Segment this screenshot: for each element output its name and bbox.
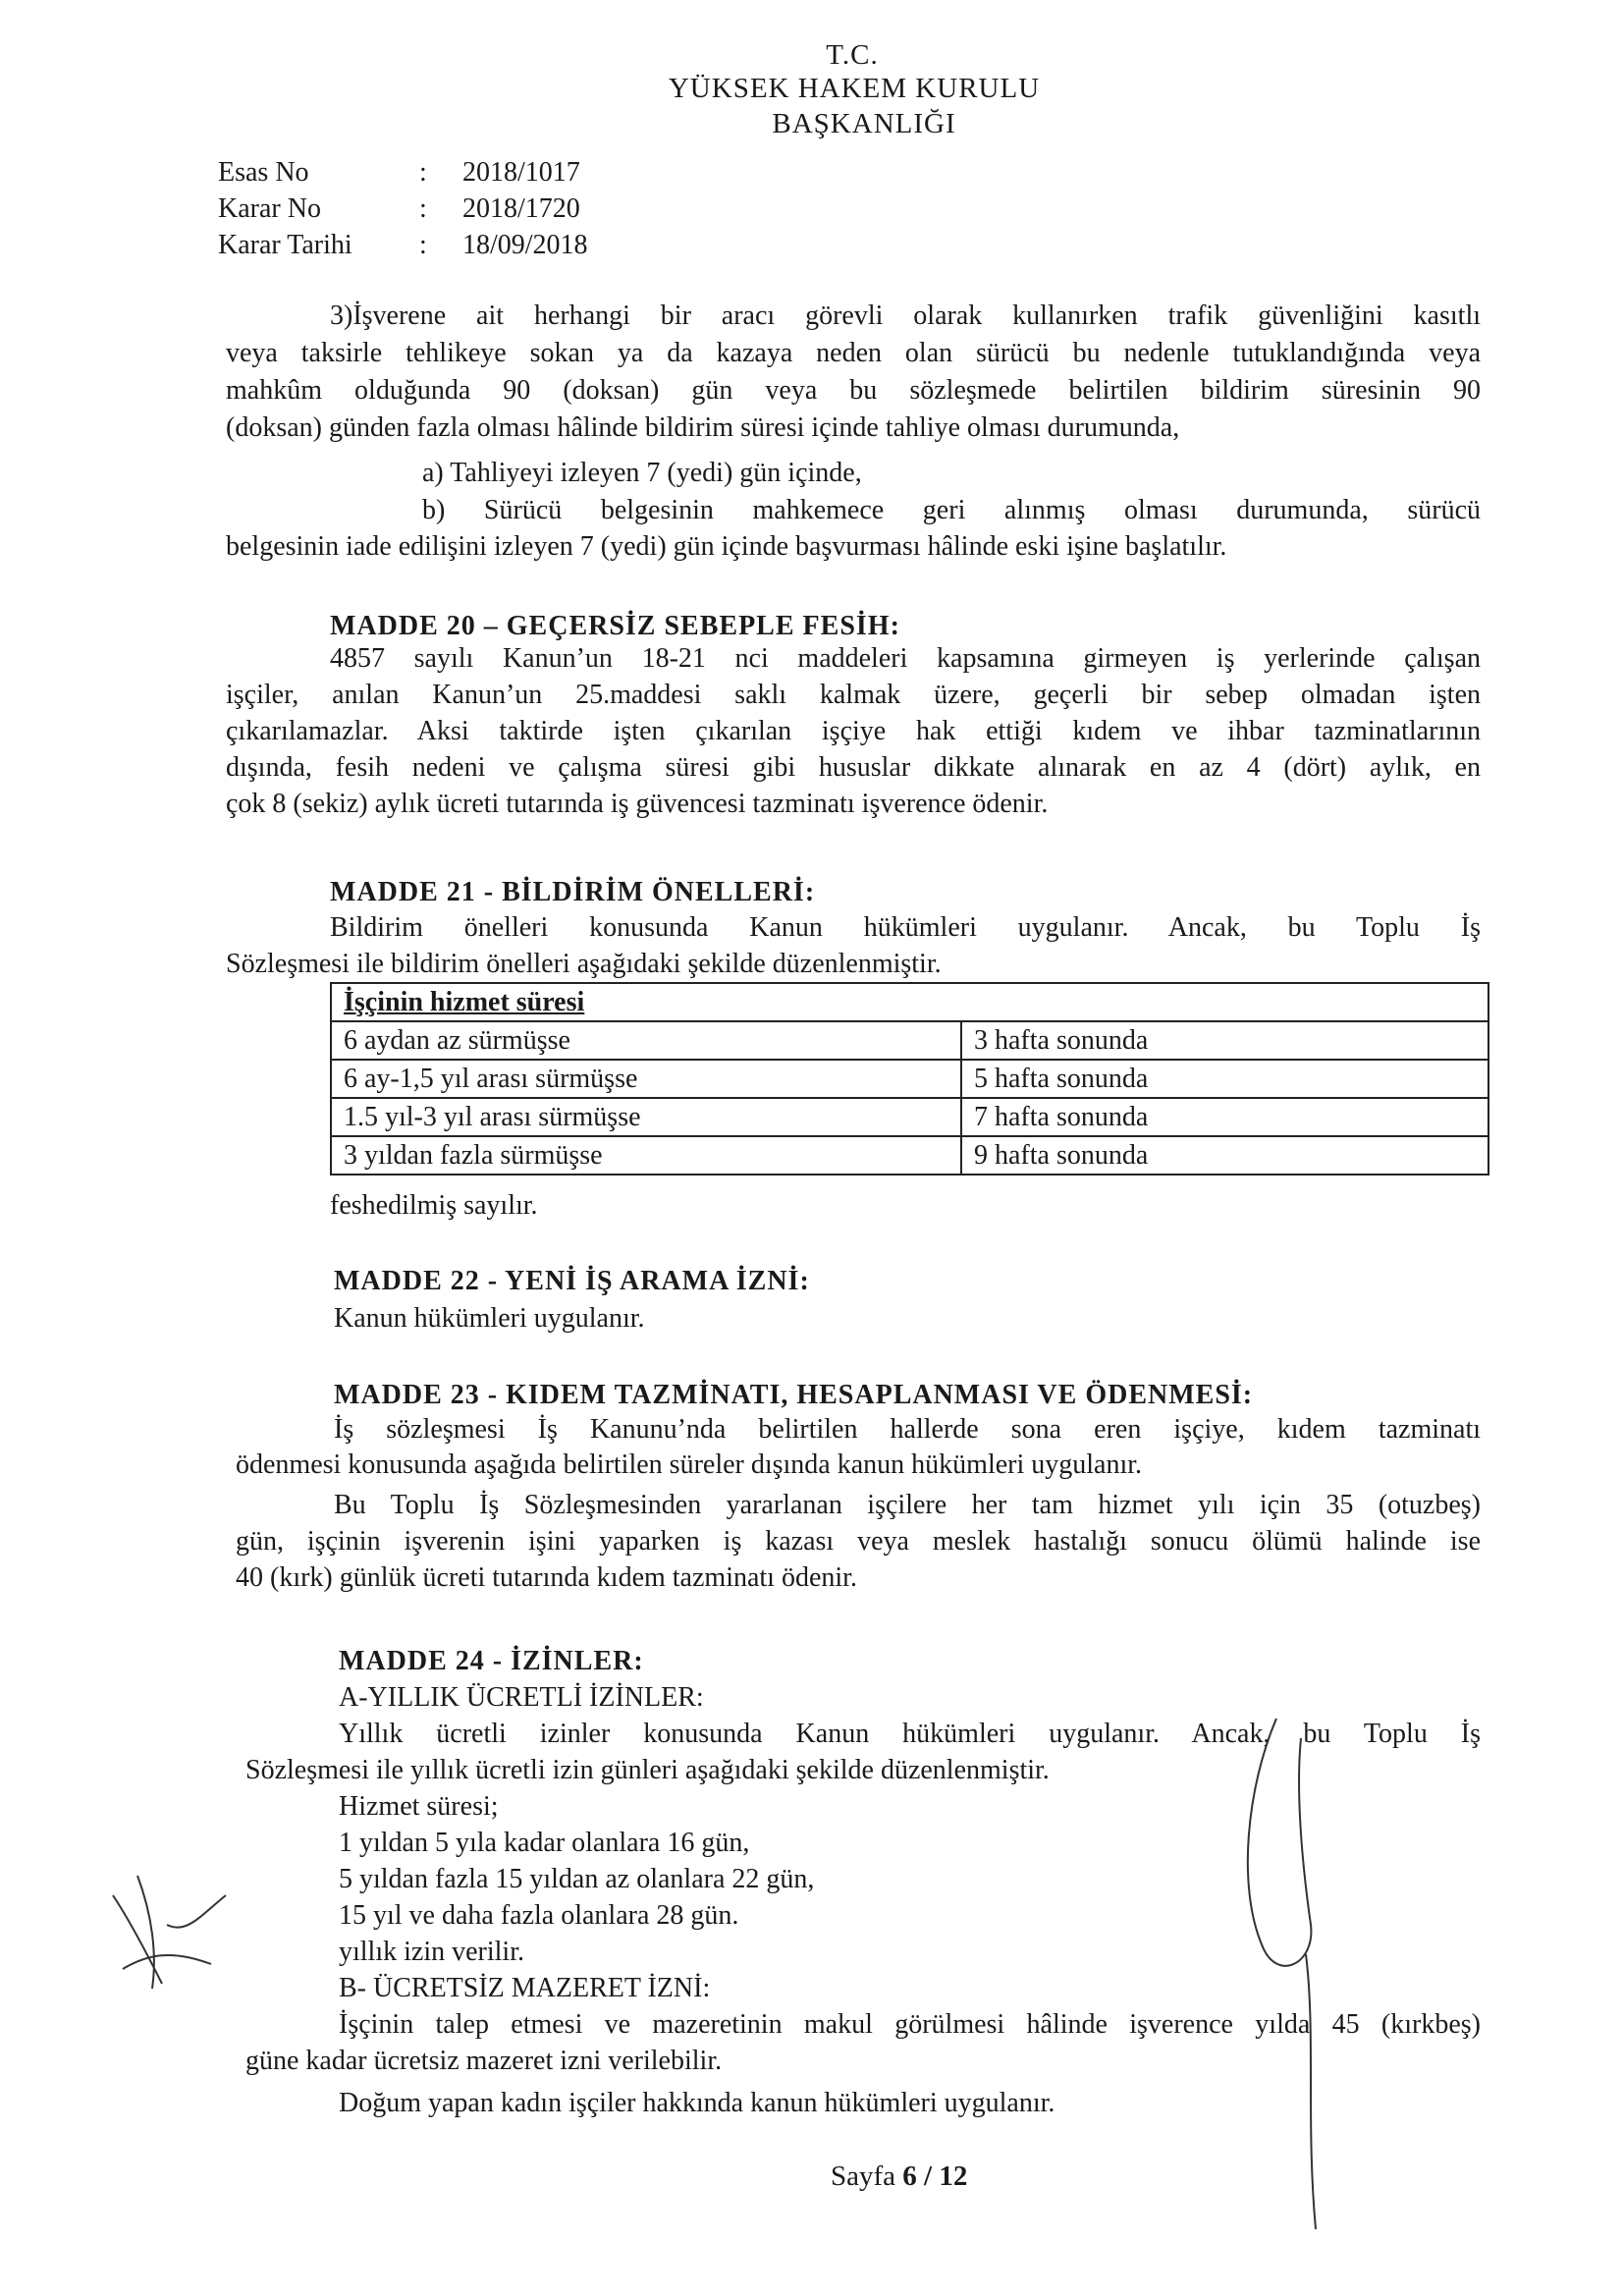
madde-20-line: çok 8 (sekiz) aylık ücreti tutarında iş güvencesi tazminatı işverence ödenir. [226, 789, 1049, 819]
madde-24-line: 15 yıl ve daha fazla olanlara 28 gün. [339, 1900, 739, 1931]
notice-cell: 3 hafta sonunda [961, 1021, 1488, 1060]
meta-value: 2018/1720 [462, 193, 580, 224]
madde-24-line: yıllık izin verilir. [339, 1937, 524, 1967]
madde-23-line: gün, işçinin işverenin işini yaparken iş kazası veya meslek hastalığı sonucu ölümü halinde ise [236, 1526, 1481, 1557]
madde-24-line: Doğum yapan kadın işçiler hakkında kanun hükümleri uygulanır. [339, 2088, 1055, 2118]
meta-separator: : [419, 157, 427, 188]
intro-item-b-cont: belgesinin iade edilişini izleyen 7 (yedi) gün içinde başvurması hâlinde eski işine başlatılır. [226, 531, 1227, 562]
madde-20-line: çıkarılamazlar. Aksi taktirde işten çıkarılan işçiye hak ettiği kıdem ve ihbar tazminatlarının [226, 716, 1481, 746]
madde-23-line: Bu Toplu İş Sözleşmesinden yararlanan işçilere her tam hizmet yılı için 35 (otuzbeş) [334, 1490, 1481, 1520]
signature-left [93, 1856, 241, 2003]
section-title-madde-22: MADDE 22 - YENİ İŞ ARAMA İZNİ: [334, 1266, 810, 1296]
meta-value: 2018/1017 [462, 157, 580, 188]
intro-line: mahkûm olduğunda 90 (doksan) gün veya bu sözleşmede belirtilen bildirim süresinin 90 [226, 375, 1481, 406]
signature-right [1208, 1709, 1375, 2259]
madde-24-subtitle-b: B- ÜCRETSİZ MAZERET İZNİ: [339, 1973, 711, 2003]
section-title-madde-20: MADDE 20 – GEÇERSİZ SEBEPLE FESİH: [330, 611, 900, 641]
intro-item-b: b) Sürücü belgesinin mahkemece geri alınmış olması durumunda, sürücü [422, 495, 1481, 525]
madde-24-line: 5 yıldan fazla 15 yıldan az olanlara 22 gün, [339, 1864, 815, 1894]
meta-karar-tarihi [218, 230, 588, 261]
table-row [331, 1098, 1488, 1136]
madde-24-line: Hizmet süresi; [339, 1791, 499, 1822]
madde-21-after: feshedilmiş sayılır. [330, 1190, 538, 1221]
meta-label: Karar No [218, 193, 321, 224]
table-header-row [331, 983, 1488, 1021]
section-title-madde-24: MADDE 24 - İZİNLER: [339, 1646, 644, 1676]
intro-line: (doksan) günden fazla olması hâlinde bildirim süresi içinde tahliye olması durumunda, [226, 412, 1180, 443]
madde-24-line: Yıllık ücretli izinler konusunda Kanun hükümleri uygulanır. Ancak, bu Toplu İş [339, 1719, 1481, 1749]
table-row [331, 1136, 1488, 1175]
madde-23-line: 40 (kırk) günlük ücreti tutarında kıdem tazminatı ödenir. [236, 1562, 857, 1593]
notice-cell: 5 hafta sonunda [961, 1060, 1488, 1098]
meta-esas-no [218, 157, 580, 189]
meta-label: Esas No [218, 157, 309, 188]
madde-20-line: işçiler, anılan Kanun’un 25.maddesi saklı kalmak üzere, geçerli bir sebep olmadan işten [226, 680, 1481, 710]
table-header-cell: İşçinin hizmet süresi [331, 983, 1488, 1021]
madde-20-line: dışında, fesih nedeni ve çalışma süresi gibi hususlar dikkate alınarak en az 4 (dört) aylık, en [226, 752, 1481, 783]
madde-24-line: 1 yıldan 5 yıla kadar olanlara 16 gün, [339, 1828, 750, 1858]
intro-line: 3)İşverene ait herhangi bir aracı görevli olarak kullanırken trafik güvenliğini kasıtlı [330, 301, 1481, 331]
madde-23-line: ödenmesi konusunda aşağıda belirtilen süreler dışında kanun hükümleri uygulanır. [236, 1449, 1143, 1480]
header-tc: T.C. [826, 39, 879, 71]
meta-separator: : [419, 193, 427, 224]
madde-24-subtitle-a: A-YILLIK ÜCRETLİ İZİNLER: [339, 1682, 704, 1713]
madde-24-line: güne kadar ücretsiz mazeret izni verilebilir. [245, 2046, 723, 2076]
page-number [831, 2160, 967, 2193]
duration-cell: 3 yıldan fazla sürmüşse [331, 1136, 961, 1175]
header-institution: YÜKSEK HAKEM KURULU [668, 73, 1041, 104]
notice-cell: 7 hafta sonunda [961, 1098, 1488, 1136]
madde-21-line: Sözleşmesi ile bildirim önelleri aşağıdaki şekilde düzenlenmiştir. [226, 949, 942, 979]
meta-label: Karar Tarihi [218, 230, 352, 260]
madde-20-line: 4857 sayılı Kanun’un 18-21 nci maddeleri kapsamına girmeyen iş yerlerinde çalışan [330, 643, 1481, 674]
duration-cell: 1.5 yıl-3 yıl arası sürmüşse [331, 1098, 961, 1136]
madde-22-line: Kanun hükümleri uygulanır. [334, 1303, 645, 1334]
intro-item-a: a) Tahliyeyi izleyen 7 (yedi) gün içinde, [422, 458, 862, 488]
madde-23-line: İş sözleşmesi İş Kanunu’nda belirtilen hallerde sona eren işçiye, kıdem tazminatı [334, 1414, 1481, 1445]
page-number-prefix: Sayfa [831, 2160, 903, 2192]
section-title-madde-21: MADDE 21 - BİLDİRİM ÖNELLERİ: [330, 877, 816, 907]
meta-karar-no [218, 193, 580, 225]
madde-24-line: Sözleşmesi ile yıllık ücretli izin günleri aşağıdaki şekilde düzenlenmiştir. [245, 1755, 1050, 1785]
notice-cell: 9 hafta sonunda [961, 1136, 1488, 1175]
meta-separator: : [419, 230, 427, 260]
table-row [331, 1060, 1488, 1098]
duration-cell: 6 aydan az sürmüşse [331, 1021, 961, 1060]
meta-value: 18/09/2018 [462, 230, 588, 260]
page-number-value: 6 / 12 [902, 2160, 968, 2192]
madde-21-line: Bildirim önelleri konusunda Kanun hükümleri uygulanır. Ancak, bu Toplu İş [330, 912, 1481, 943]
duration-cell: 6 ay-1,5 yıl arası sürmüşse [331, 1060, 961, 1098]
madde-24-line: İşçinin talep etmesi ve mazeretinin makul görülmesi hâlinde işverence yılda 45 (kırkbeş) [339, 2009, 1481, 2040]
header-presidency: BAŞKANLIĞI [772, 108, 956, 139]
intro-line: veya taksirle tehlikeye sokan ya da kazaya neden olan sürücü bu nedenle tutuklandığında veya [226, 338, 1481, 368]
section-title-madde-23: MADDE 23 - KIDEM TAZMİNATI, HESAPLANMASI VE ÖDENMESİ: [334, 1380, 1254, 1410]
table-row [331, 1021, 1488, 1060]
notice-period-table [330, 982, 1489, 1175]
